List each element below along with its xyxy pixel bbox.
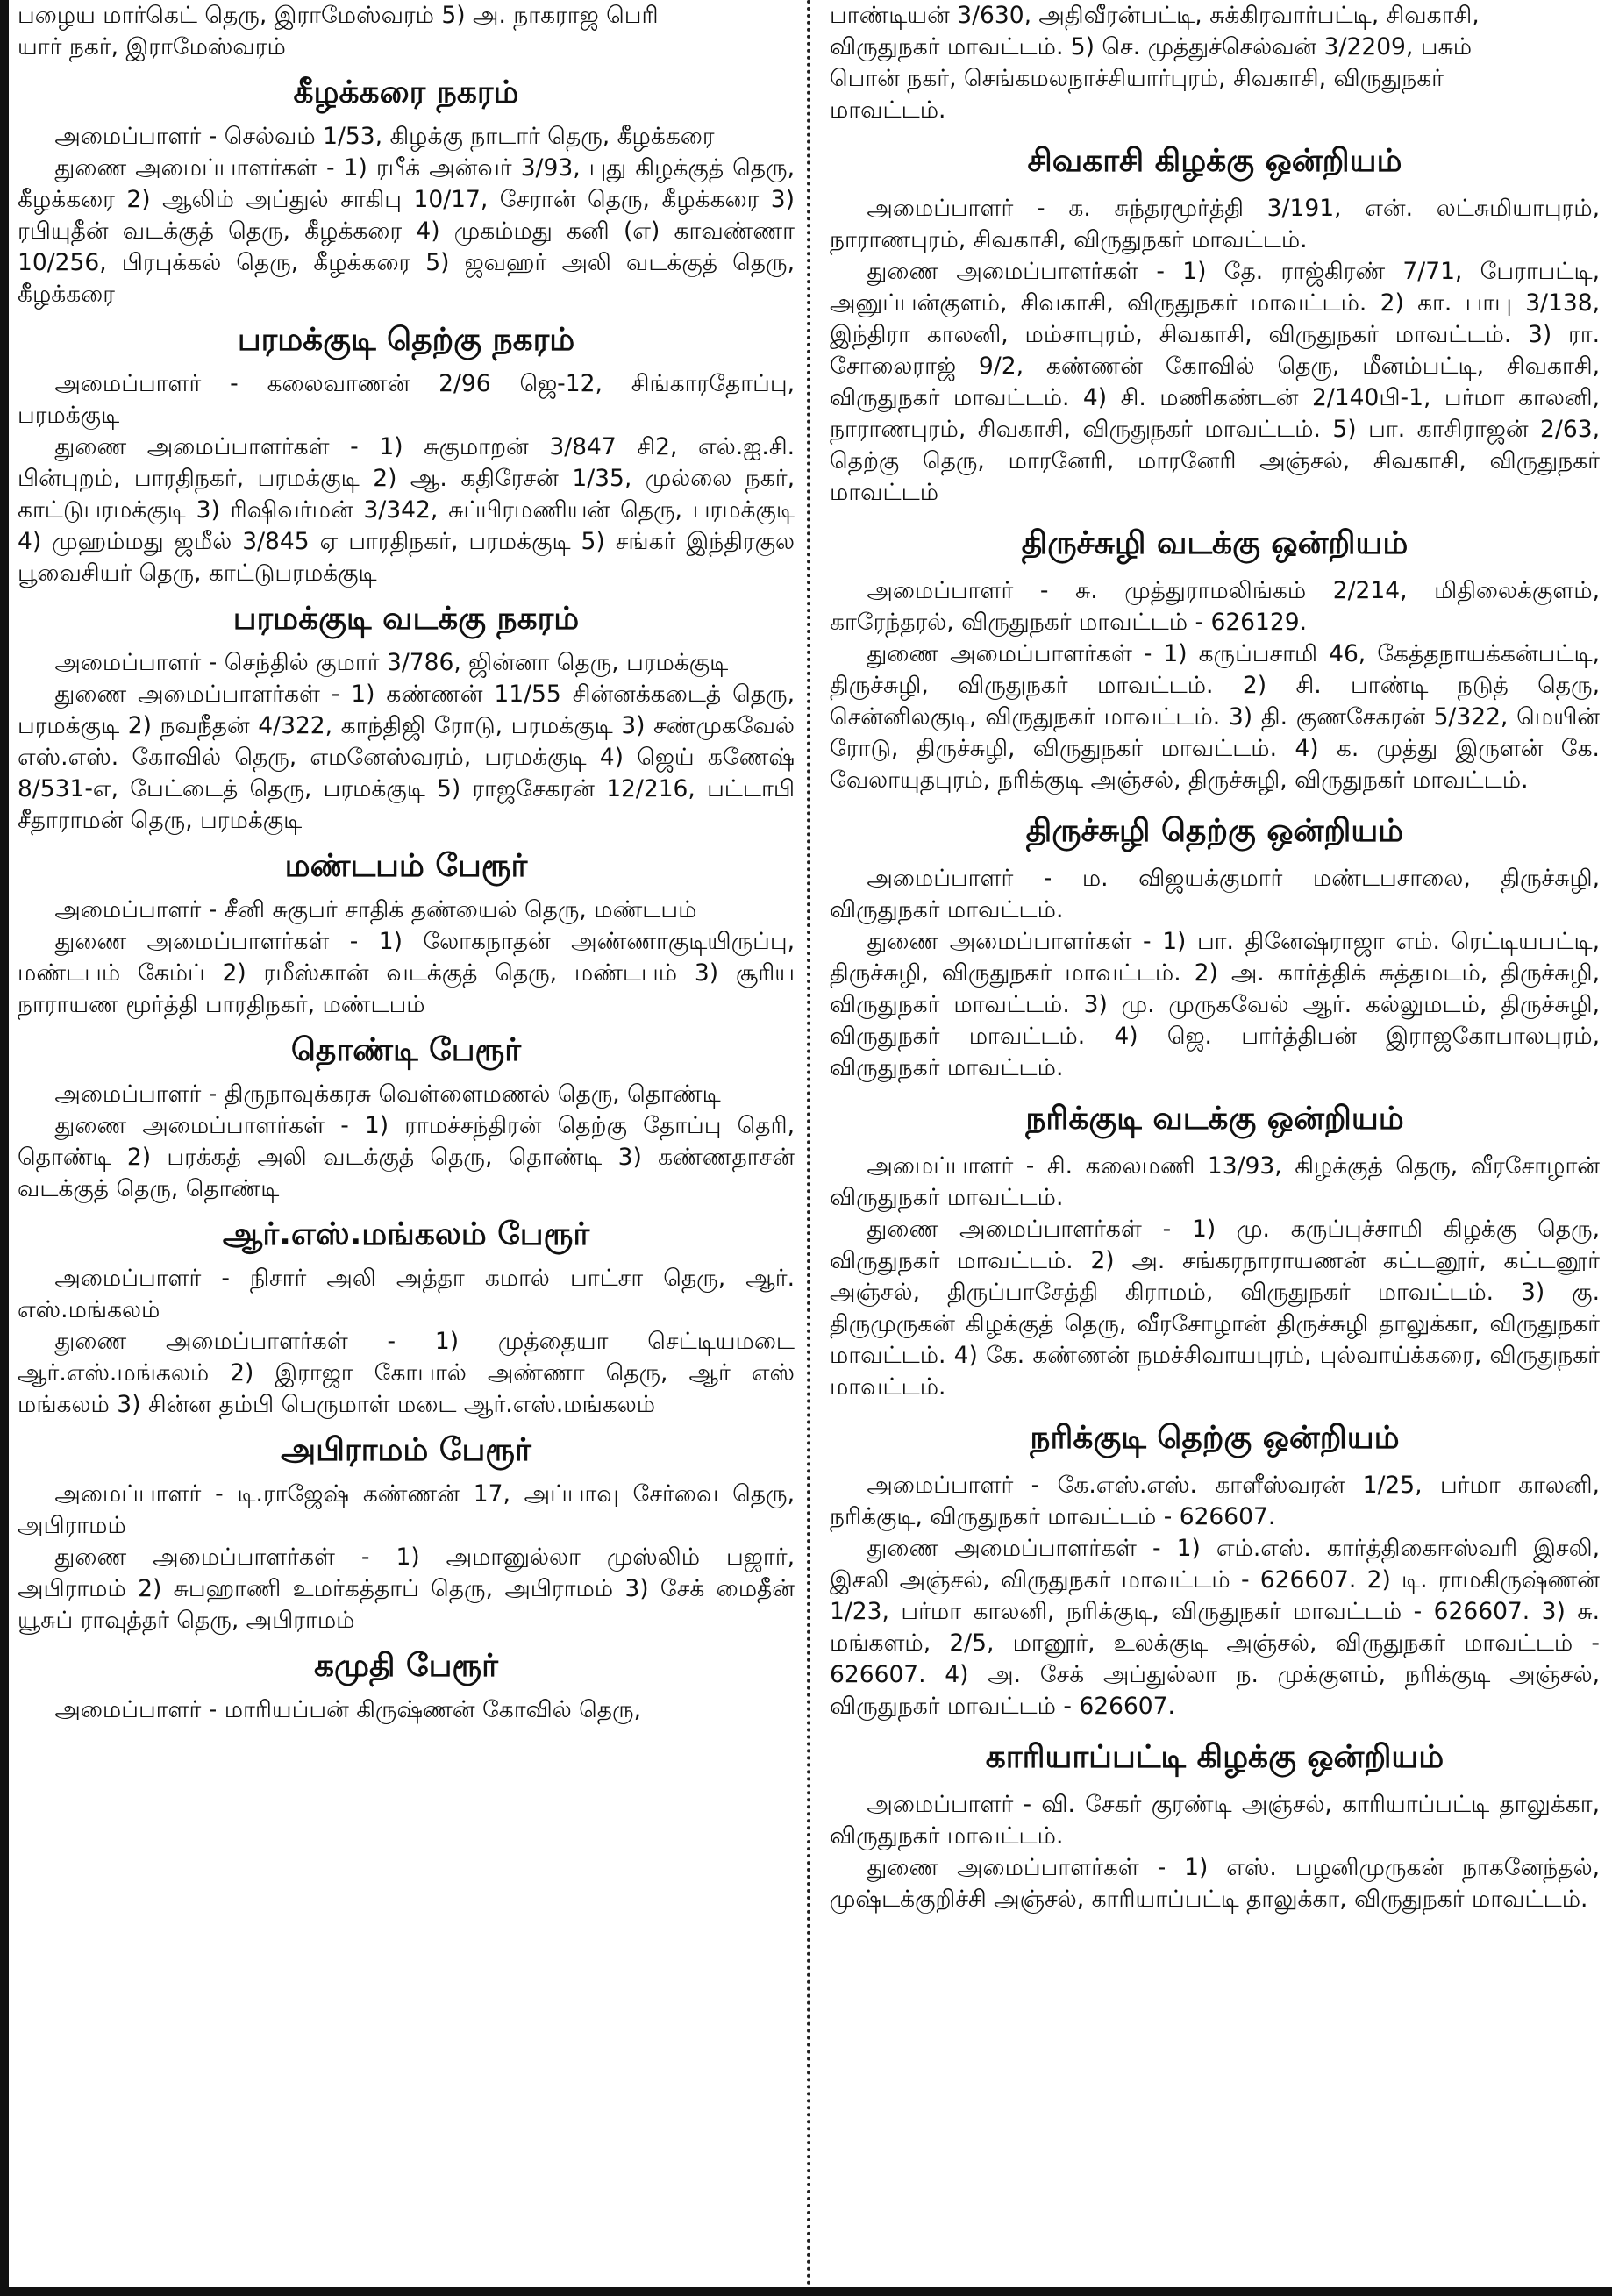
page-frame-left <box>0 0 9 2296</box>
continued-text-line: பழைய மார்கெட் தெரு, இராமேஸ்வரம் 5) அ. நாகராஜ பெரி <box>18 2 659 29</box>
deputy-organizers-entry: துணை அமைப்பாளர்கள் - 1) லோகநாதன் அண்ணாகுடியிருப்பு, மண்டபம் கேம்ப் 2) ரமீஸ்கான் வடக்குத் தெரு, மண்டபம் 3) சூரிய நாராயண மூர்த்தி பாரதிநகர், மண்டபம் <box>18 928 795 1018</box>
organizer-entry: அமைப்பாளர் - டி.ராஜேஷ் கண்ணன் 17, அப்பாவு சேர்வை தெரு, அபிராமம் <box>18 1480 795 1539</box>
organizer-entry: அமைப்பாளர் - சி. கலைமணி 13/93, கிழக்குத் தெரு, வீரசோழான் விருதுநகர் மாவட்டம். <box>830 1152 1600 1211</box>
organizer-entry: அமைப்பாளர் - க. சுந்தரமூர்த்தி 3/191, என். லட்சுமியாபுரம், நாராணபுரம், சிவகாசி, விருதுநகர் மாவட்டம். <box>830 195 1600 253</box>
section-heading: கீழக்கரை நகரம் <box>293 75 519 111</box>
section-heading: பரமக்குடி தெற்கு நகரம் <box>237 322 575 358</box>
continued-text-line: மாவட்டம். <box>830 96 946 124</box>
deputy-organizers-entry: துணை அமைப்பாளர்கள் - 1) பா. தினேஷ்ராஜா எம். ரெட்டியபட்டி, திருச்சுழி, விருதுநகர் மாவட்டம். 2) அ. கார்த்திக் சுத்தமடம், திருச்சுழி, விருதுநகர் மாவட்டம். 3) மு. முருகவேல் ஆர். கல்லுமடம், திருச்சுழி, விருதுநகர் மாவட்டம். 4) ஜெ. பார்த்திபன் இராஜகோபாலபுரம், விருதுநகர் மாவட்டம். <box>830 928 1600 1081</box>
organizer-entry: அமைப்பாளர் - சு. முத்துராமலிங்கம் 2/214, மிதிலைக்குளம், காரேந்தரல், விருதுநகர் மாவட்டம் - 626129. <box>830 577 1600 636</box>
organizer-entry: அமைப்பாளர் - செல்வம் 1/53, கிழக்கு நாடார் தெரு, கீழக்கரை <box>54 123 715 150</box>
deputy-organizers-entry: துணை அமைப்பாளர்கள் - 1) முத்தையா செட்டியமடை ஆர்.எஸ்.மங்கலம் 2) இராஜா கோபால் அண்ணா தெரு, ஆர் எஸ் மங்கலம் 3) சின்ன தம்பி பெருமாள் மடை ஆர்.எஸ்.மங்கலம் <box>18 1328 795 1418</box>
organizer-entry: அமைப்பாளர் - கே.எஸ்.எஸ். காளீஸ்வரன் 1/25, பர்மா காலனி, நரிக்குடி, விருதுநகர் மாவட்டம் - 626607. <box>830 1472 1600 1530</box>
deputy-organizers-entry: துணை அமைப்பாளர்கள் - 1) கருப்பசாமி 46, கேத்தநாயக்கன்பட்டி, திருச்சுழி, விருதுநகர் மாவட்டம். 2) சி. பாண்டி நடுத் தெரு, சென்னிலகுடி, விருதுநகர் மாவட்டம். 3) தி. குணசேகரன் 5/322, மெயின் ரோடு, திருச்சுழி, விருதுநகர் மாவட்டம். 4) க. முத்து இருளன் கே. வேலாயுதபுரம், நரிக்குடி அஞ்சல், திருச்சுழி, விருதுநகர் மாவட்டம். <box>830 640 1600 794</box>
deputy-organizers-entry: துணை அமைப்பாளர்கள் - 1) ராமச்சந்திரன் தெற்கு தோப்பு தெரி, தொண்டி 2) பரக்கத் அலி வடக்குத் தெரு, தொண்டி 3) கண்ணதாசன் வடக்குத் தெரு, தொண்டி <box>18 1112 795 1202</box>
deputy-organizers-entry: துணை அமைப்பாளர்கள் - 1) ரபீக் அன்வர் 3/93, புது கிழக்குத் தெரு, கீழக்கரை 2) ஆலிம் அப்துல் சாகிபு 10/17, சேரான் தெரு, கீழக்கரை 3) ரபியுதீன் வடக்குத் தெரு, கீழக்கரை 4) முகம்மது கனி (எ) காவண்ணா 10/256, பிரபுக்கல் தெரு, கீழக்கரை 5) ஜவஹர் அலி வடக்குத் தெரு, கீழக்கரை <box>18 154 795 308</box>
organizer-entry: அமைப்பாளர் - வி. சேகர் குரண்டி அஞ்சல், காரியாப்பட்டி தாலுக்கா, விருதுநகர் மாவட்டம். <box>830 1791 1600 1850</box>
section-heading: பரமக்குடி வடக்கு நகரம் <box>232 601 580 637</box>
deputy-organizers-entry: துணை அமைப்பாளர்கள் - 1) சுகுமாறன் 3/847 சி2, எல்.ஐ.சி. பின்புறம், பாரதிநகர், பரமக்குடி 2) ஆ. கதிரேசன் 1/35, முல்லை நகர், காட்டுபரமக்குடி 3) ரிஷிவர்மன் 3/342, சுப்பிரமணியன் தெரு, பரமக்குடி 4) முஹம்மது ஜமீல் 3/845 ஏ பாரதிநகர், பரமக்குடி 5) சங்கர் இந்திரகுல பூவைசியர் தெரு, காட்டுபரமக்குடி <box>18 433 795 587</box>
deputy-organizers-entry: துணை அமைப்பாளர்கள் - 1) கண்ணன் 11/55 சின்னக்கடைத் தெரு, பரமக்குடி 2) நவநீதன் 4/322, காந்திஜி ரோடு, பரமக்குடி 3) சண்முகவேல் எஸ்.எஸ். கோவில் தெரு, எமனேஸ்வரம், பரமக்குடி 4) ஜெய் கணேஷ் 8/531-எ, பேட்டைத் தெரு, பரமக்குடி 5) ராஜசேகரன் 12/216, பட்டாபி சீதாராமன் தெரு, பரமக்குடி <box>18 681 795 834</box>
column-divider <box>807 0 810 2287</box>
deputy-organizers-entry: துணை அமைப்பாளர்கள் - 1) தே. ராஜ்கிரண் 7/71, பேராபட்டி, அனுப்பன்குளம், சிவகாசி, விருதுநகர் மாவட்டம். 2) கா. பாபு 3/138, இந்திரா காலனி, மம்சாபுரம், சிவகாசி, விருதுநகர் மாவட்டம். 3) ரா. சோலைராஜ் 9/2, கண்ணன் கோவில் தெரு, மீனம்பட்டி, சிவகாசி, விருதுநகர் மாவட்டம். 4) சி. மணிகண்டன் 2/140பி-1, பர்மா காலனி, நாராணபுரம், சிவகாசி, விருதுநகர் மாவட்டம். 5) பா. காசிராஜன் 2/63, தெற்கு தெரு, மாரனேரி, மாரனேரி அஞ்சல், சிவகாசி, விருதுநகர் மாவட்டம் <box>830 258 1600 506</box>
continued-text-line: விருதுநகர் மாவட்டம். 5) செ. முத்துச்செல்வன் 3/2209, பசும் <box>830 33 1473 61</box>
right-column <box>830 0 1600 2287</box>
section-heading: ஆர்.எஸ்.மங்கலம் பேரூர் <box>222 1216 590 1252</box>
section-heading: நரிக்குடி வடக்கு ஒன்றியம் <box>1025 1101 1404 1137</box>
organizer-entry: அமைப்பாளர் - மாரியப்பன் கிருஷ்ணன் கோவில் தெரு, <box>54 1696 642 1723</box>
deputy-organizers-entry: துணை அமைப்பாளர்கள் - 1) அமானுல்லா முஸ்லிம் பஜார், அபிராமம் 2) சுபஹாணி உமர்கத்தாப் தெரு, அபிராமம் 3) சேக் மைதீன் யூசுப் ராவுத்தர் தெரு, அபிராமம் <box>18 1544 795 1634</box>
organizer-entry: அமைப்பாளர் - சீனி சுகுபர் சாதிக் தண்யைல் தெரு, மண்டபம் <box>54 896 697 923</box>
section-heading: தொண்டி பேரூர் <box>290 1032 522 1068</box>
page-frame-bottom <box>0 2287 1612 2296</box>
organizer-entry: அமைப்பாளர் - கலைவாணன் 2/96 ஜெ-12, சிங்காரதோப்பு, பரமக்குடி <box>18 370 795 429</box>
section-heading: நரிக்குடி தெற்கு ஒன்றியம் <box>1030 1420 1400 1456</box>
deputy-organizers-entry: துணை அமைப்பாளர்கள் - 1) எம்.எஸ். கார்த்திகைஈஸ்வரி இசலி, இசலி அஞ்சல், விருதுநகர் மாவட்டம் - 626607. 2) டி. ராமகிருஷ்ணன் 1/23, பர்மா காலனி, நரிக்குடி, விருதுநகர் மாவட்டம் - 626607. 3) சு. மங்களம், 2/5, மானூர், உலக்குடி அஞ்சல், விருதுநகர் மாவட்டம் - 626607. 4) அ. சேக் அப்துல்லா ந. முக்குளம், நரிக்குடி அஞ்சல், விருதுநகர் மாவட்டம் - 626607. <box>830 1535 1600 1720</box>
organizer-entry: அமைப்பாளர் - ம. விஜயக்குமார் மண்டபசாலை, திருச்சுழி, விருதுநகர் மாவட்டம். <box>830 865 1600 923</box>
section-heading: கமுதி பேரூர் <box>314 1648 498 1684</box>
section-heading: திருச்சுழி வடக்கு ஒன்றியம் <box>1021 525 1409 561</box>
deputy-organizers-entry: துணை அமைப்பாளர்கள் - 1) மு. கருப்புச்சாமி கிழக்கு தெரு, விருதுநகர் மாவட்டம். 2) அ. சங்கரநாராயணன் கட்டனூர், கட்டனூர் அஞ்சல், திருப்பாசேத்தி கிராமம், விருதுநகர் மாவட்டம். 3) கு. திருமுருகன் கிழக்குத் தெரு, வீரசோழான் திருச்சுழி தாலுக்கா, விருதுநகர் மாவட்டம். 4) கே. கண்ணன் நமச்சிவாயபுரம், புல்வாய்க்கரை, விருதுநகர் மாவட்டம். <box>830 1216 1600 1401</box>
deputy-organizers-entry: துணை அமைப்பாளர்கள் - 1) எஸ். பழனிமுருகன் நாகனேந்தல், முஷ்டக்குறிச்சி அஞ்சல், காரியாப்பட்டி தாலுக்கா, விருதுநகர் மாவட்டம். <box>830 1854 1600 1913</box>
section-heading: மண்டபம் பேரூர் <box>284 848 528 884</box>
section-heading: காரியாப்பட்டி கிழக்கு ஒன்றியம் <box>985 1739 1444 1775</box>
section-heading: அபிராமம் பேரூர் <box>281 1432 531 1468</box>
continued-text-line: பொன் நகர், செங்கமலநாச்சியார்புரம், சிவகாசி, விருதுநகர் <box>830 65 1444 92</box>
organizer-entry: அமைப்பாளர் - செந்தில் குமார் 3/786, ஜின்னா தெரு, பரமக்குடி <box>54 649 729 676</box>
continued-text-line: பாண்டியன் 3/630, அதிவீரன்பட்டி, சுக்கிரவார்பட்டி, சிவகாசி, <box>830 2 1480 29</box>
section-heading: சிவகாசி கிழக்கு ஒன்றியம் <box>1027 143 1402 179</box>
organizer-entry: அமைப்பாளர் - நிசார் அலி அத்தா கமால் பாட்சா தெரு, ஆர். எஸ்.மங்கலம் <box>18 1265 795 1323</box>
organizer-entry: அமைப்பாளர் - திருநாவுக்கரசு வெள்ளைமணல் தெரு, தொண்டி <box>54 1080 721 1108</box>
left-column <box>18 0 795 2287</box>
continued-text-line: யார் நகர், இராமேஸ்வரம் <box>18 33 286 61</box>
section-heading: திருச்சுழி தெற்கு ஒன்றியம் <box>1025 813 1404 849</box>
